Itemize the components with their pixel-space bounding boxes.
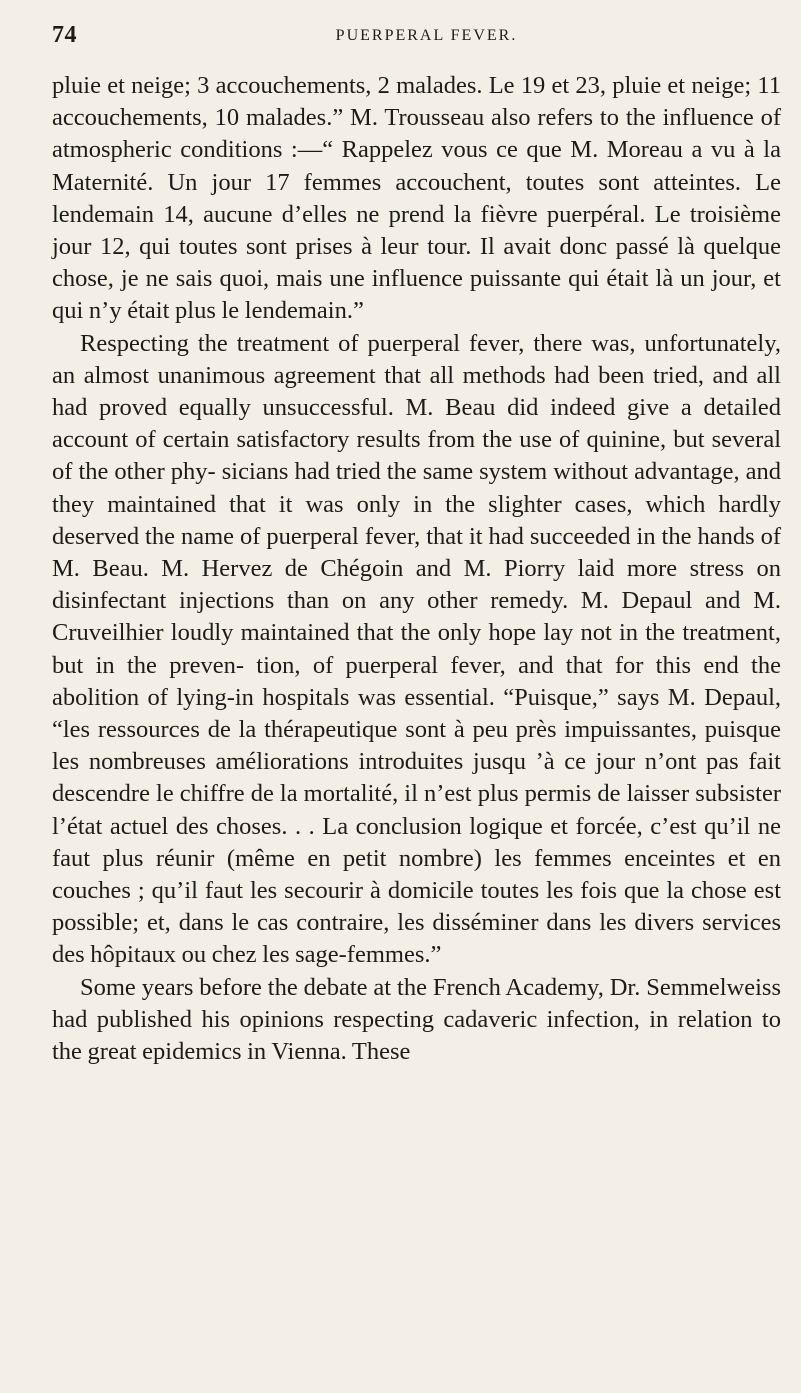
page-number: 74	[52, 22, 77, 48]
paragraph-semmelweiss: Some years before the debate at the French Academy, Dr. Semmelweiss had published his opinions respecting cadaveric infection, in relation to the great epidemics in Vienna. These	[52, 973, 781, 1066]
running-header	[52, 22, 781, 62]
paragraph-continuation: pluie et neige; 3 accouchements, 2 malades. Le 19 et 23, pluie et neige; 11 accouchements, 10 malades.” M. Trousseau also refers to the influence of atmospheric conditions :—“ Rappelez vous ce que M. Moreau a vu à la Maternité. Un jour 17 femmes accouchent, toutes sont atteintes. Le lendemain 14, aucune d’elles ne prend la fièvre puerpéral. Le troisième jour 12, qui toutes sont prises à leur tour. Il avait donc passé là quelque chose, je ne sais quoi, mais une influence puissante qui était là un jour, et qui n’y était plus le lendemain.”	[52, 72, 781, 325]
paragraph-treatment: Respecting the treatment of puerperal fever, there was, unfortunately, an almost unanimous agreement that all methods had been tried, and all had proved equally unsuccessful. M. Beau did indeed give a detailed account of certain satisfactory results from the use of quinine, but several of the other phy- sicians had tried the same system without advantage, and they maintained that it was only in the slighter cases, which hardly deserved the name of puerperal fever, that it had succeeded in the hands of M. Beau. M. Hervez de Chégoin and M. Piorry laid more stress on disinfectant injections than on any other remedy. M. Depaul and M. Cruveilhier loudly maintained that the only hope lay not in the treatment, but in the preven- tion, of puerperal fever, and that for this end the abolition of lying-in hospitals was essential. “Puisque,” says M. Depaul, “les ressources de la thérapeutique sont à peu près impuissantes, puisque les nombreuses améliorations introduites jusqu ’à ce jour n’ont pas fait descendre le chiffre de la mortalité, il n’est plus permis de laisser subsister l’état actuel des choses. . . La conclusion logique et forcée, c’est qu’il ne faut plus réunir (même en petit nombre) les femmes enceintes et en couches ; qu’il faut les secourir à domicile toutes les fois que la chose est possible; et, dans le cas contraire, les disséminer dans les divers services des hôpitaux ou chez les sage-femmes.”	[52, 329, 781, 969]
book-page	[0, 22, 801, 1393]
body-text	[52, 70, 781, 1068]
running-title: PUERPERAL FEVER.	[335, 27, 518, 44]
